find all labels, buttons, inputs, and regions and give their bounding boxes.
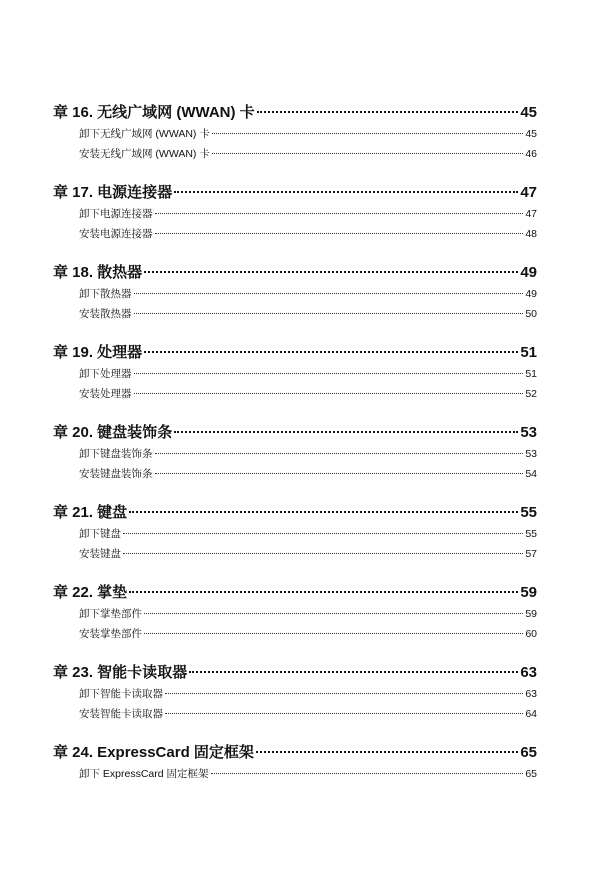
- dot-leader: [155, 213, 524, 214]
- chapter-title: 章 16. 无线广域网 (WWAN) 卡: [53, 104, 255, 121]
- dot-leader: [134, 393, 524, 394]
- entry-page-number: 57: [525, 548, 537, 560]
- entry-title: 卸下散热器: [79, 288, 132, 300]
- entry-title: 卸下键盘装饰条: [79, 448, 153, 460]
- toc-chapter-heading[interactable]: [53, 262, 537, 284]
- chapter-title: 章 19. 处理器: [53, 344, 143, 361]
- entry-title: 安装电源连接器: [79, 228, 153, 240]
- dot-leader: [257, 111, 519, 113]
- toc-chapter: [53, 182, 537, 244]
- chapter-title: 章 20. 键盘装饰条: [53, 424, 173, 441]
- toc-entry[interactable]: [79, 204, 537, 224]
- entry-page-number: 46: [525, 148, 537, 160]
- chapter-page-number: 47: [520, 184, 537, 201]
- dot-leader: [155, 453, 524, 454]
- chapter-title: 章 21. 键盘: [53, 504, 128, 521]
- entry-title: 卸下键盘: [79, 528, 121, 540]
- dot-leader: [134, 373, 524, 374]
- chapter-page-number: 51: [520, 344, 537, 361]
- dot-leader: [212, 133, 523, 134]
- toc-entry[interactable]: [79, 464, 537, 484]
- entry-title: 安装智能卡读取器: [79, 708, 163, 720]
- entry-title: 安装键盘: [79, 548, 121, 560]
- chapter-title: 章 18. 散热器: [53, 264, 143, 281]
- chapter-page-number: 55: [520, 504, 537, 521]
- chapter-page-number: 59: [520, 584, 537, 601]
- entry-page-number: 53: [525, 448, 537, 460]
- entry-page-number: 45: [525, 128, 537, 140]
- toc-entry[interactable]: [79, 304, 537, 324]
- toc-entry[interactable]: [79, 224, 537, 244]
- entry-title: 安装处理器: [79, 388, 132, 400]
- entry-page-number: 52: [525, 388, 537, 400]
- toc-entry[interactable]: [79, 764, 537, 784]
- entry-title: 卸下处理器: [79, 368, 132, 380]
- toc-chapter: [53, 502, 537, 564]
- toc-entry[interactable]: [79, 384, 537, 404]
- toc-chapter: [53, 662, 537, 724]
- dot-leader: [129, 511, 518, 513]
- chapter-page-number: 65: [520, 744, 537, 761]
- entry-title: 安装无线广域网 (WWAN) 卡: [79, 148, 210, 160]
- toc-chapter: [53, 582, 537, 644]
- toc-chapter-heading[interactable]: [53, 502, 537, 524]
- toc-chapter: [53, 742, 537, 784]
- toc-chapter-heading[interactable]: [53, 342, 537, 364]
- entry-page-number: 50: [525, 308, 537, 320]
- dot-leader: [211, 773, 524, 774]
- chapter-page-number: 45: [520, 104, 537, 121]
- entry-page-number: 60: [525, 628, 537, 640]
- toc-chapter: [53, 102, 537, 164]
- entry-title: 安装掌垫部件: [79, 628, 142, 640]
- entry-page-number: 51: [525, 368, 537, 380]
- entry-title: 卸下智能卡读取器: [79, 688, 163, 700]
- chapter-title: 章 23. 智能卡读取器: [53, 664, 188, 681]
- dot-leader: [129, 591, 518, 593]
- dot-leader: [165, 693, 523, 694]
- toc-chapter-heading[interactable]: [53, 422, 537, 444]
- entry-title: 卸下 ExpressCard 固定框架: [79, 768, 209, 780]
- entry-page-number: 63: [525, 688, 537, 700]
- toc-entry[interactable]: [79, 444, 537, 464]
- dot-leader: [155, 233, 524, 234]
- entry-page-number: 47: [525, 208, 537, 220]
- toc-chapter-heading[interactable]: [53, 662, 537, 684]
- entry-page-number: 65: [525, 768, 537, 780]
- entry-page-number: 55: [525, 528, 537, 540]
- dot-leader: [174, 191, 518, 193]
- dot-leader: [144, 613, 523, 614]
- entry-page-number: 48: [525, 228, 537, 240]
- dot-leader: [155, 473, 524, 474]
- dot-leader: [134, 313, 524, 314]
- chapter-page-number: 53: [520, 424, 537, 441]
- entry-title: 安装散热器: [79, 308, 132, 320]
- toc-chapter-heading[interactable]: [53, 742, 537, 764]
- entry-page-number: 64: [525, 708, 537, 720]
- chapter-page-number: 63: [520, 664, 537, 681]
- dot-leader: [256, 751, 518, 753]
- toc-entry[interactable]: [79, 544, 537, 564]
- chapter-title: 章 24. ExpressCard 固定框架: [53, 744, 254, 761]
- entry-page-number: 54: [525, 468, 537, 480]
- toc-entry[interactable]: [79, 364, 537, 384]
- dot-leader: [144, 271, 518, 273]
- chapter-page-number: 49: [520, 264, 537, 281]
- dot-leader: [144, 633, 523, 634]
- dot-leader: [212, 153, 523, 154]
- toc-chapter-heading[interactable]: [53, 182, 537, 204]
- entry-page-number: 49: [525, 288, 537, 300]
- entry-title: 卸下掌垫部件: [79, 608, 142, 620]
- chapter-title: 章 22. 掌垫: [53, 584, 128, 601]
- toc-entry[interactable]: [79, 704, 537, 724]
- dot-leader: [189, 671, 518, 673]
- toc-chapter: [53, 262, 537, 324]
- toc-chapter-heading[interactable]: [53, 102, 537, 124]
- dot-leader: [165, 713, 523, 714]
- chapter-title: 章 17. 电源连接器: [53, 184, 173, 201]
- toc-entry[interactable]: [79, 684, 537, 704]
- entry-title: 卸下电源连接器: [79, 208, 153, 220]
- entry-page-number: 59: [525, 608, 537, 620]
- toc-chapter: [53, 342, 537, 404]
- table-of-contents: [53, 102, 537, 802]
- entry-title: 安装键盘装饰条: [79, 468, 153, 480]
- toc-chapter-heading[interactable]: [53, 582, 537, 604]
- toc-entry[interactable]: [79, 604, 537, 624]
- dot-leader: [123, 533, 523, 534]
- toc-entry[interactable]: [79, 144, 537, 164]
- toc-entry[interactable]: [79, 624, 537, 644]
- dot-leader: [144, 351, 518, 353]
- dot-leader: [123, 553, 523, 554]
- toc-entry[interactable]: [79, 284, 537, 304]
- toc-entry[interactable]: [79, 124, 537, 144]
- toc-chapter: [53, 422, 537, 484]
- dot-leader: [134, 293, 524, 294]
- dot-leader: [174, 431, 518, 433]
- toc-entry[interactable]: [79, 524, 537, 544]
- entry-title: 卸下无线广域网 (WWAN) 卡: [79, 128, 210, 140]
